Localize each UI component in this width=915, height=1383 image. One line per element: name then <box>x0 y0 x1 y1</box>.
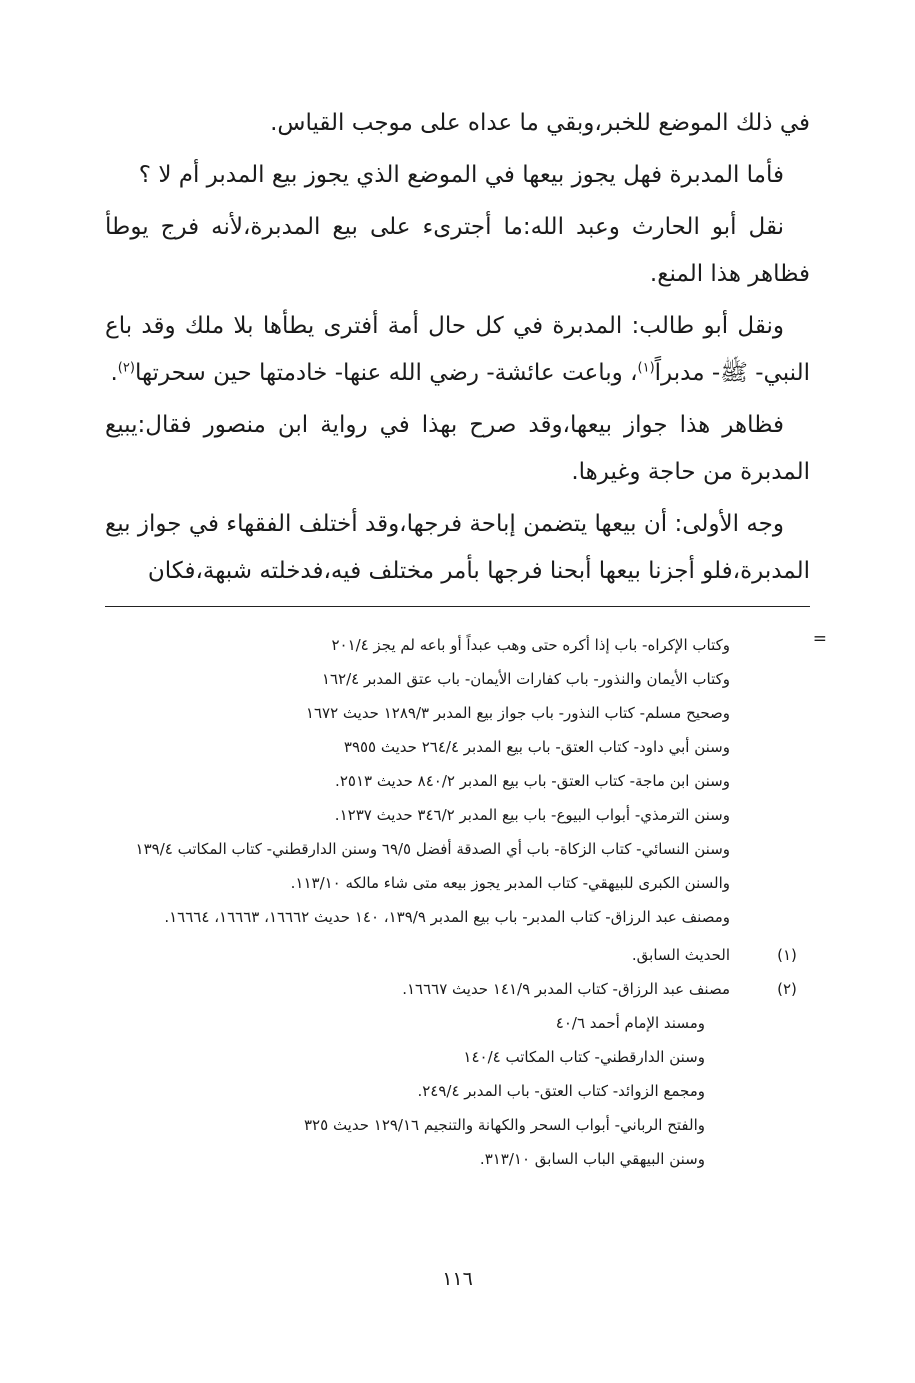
footnote-line: وكتاب الأيمان والنذور- باب كفارات الأيمان- باب عتق المدبر ١٦٢/٤ <box>321 670 730 688</box>
footnotes-block <box>100 628 797 1176</box>
footnote-line: ومجمع الزوائد- كتاب العتق- باب المدبر ٢٤٩/٤. <box>417 1082 705 1100</box>
paragraph-4 <box>105 303 810 397</box>
footnote-number: (١) <box>777 946 797 964</box>
footnote-2 <box>100 972 797 1176</box>
footnote-line: وسنن أبي داود- كتاب العتق- باب بيع المدبر ٢٦٤/٤ حديث ٣٩٥٥ <box>343 738 730 756</box>
paragraph-4-part-b: ، وباعت عائشة- رضي الله عنها- خادمتها حين سحرتها <box>134 360 638 386</box>
footnote-continuation <box>100 628 765 934</box>
footnote-line: وصحيح مسلم- كتاب النذور- باب جواز بيع المدبر ١٢٨٩/٣ حديث ١٦٧٢ <box>305 704 730 722</box>
footnote-separator <box>105 606 810 607</box>
footnote-line: وسنن الدارقطني- كتاب المكاتب ١٤٠/٤ <box>463 1048 705 1066</box>
footnote-line: مصنف عبد الرزاق- كتاب المدبر ١٤١/٩ حديث ١٦٦٦٧. <box>402 980 730 998</box>
footnote-continuation-mark: = <box>812 629 827 649</box>
footnote-line: ومسند الإمام أحمد ٤٠/٦ <box>555 1014 705 1032</box>
paragraph-4-part-c: . <box>110 360 118 386</box>
page-number: ١١٦ <box>442 1268 473 1290</box>
footnote-line: وسنن الترمذي- أبواب البيوع- باب بيع المدبر ٣٤٦/٢ حديث ١٢٣٧. <box>334 806 730 824</box>
footnote-line: وسنن البيهقي الباب السابق ٣١٣/١٠. <box>479 1150 705 1168</box>
footnote-line: وكتاب الإكراه- باب إذا أكره حتى وهب عبداً أو باعه لم يجز ٢٠١/٤ <box>331 636 730 654</box>
footnote-1 <box>100 938 797 972</box>
footnote-number: (٢) <box>777 980 797 998</box>
paragraph-2: فأما المدبرة فهل يجوز بيعها في الموضع الذي يجوز بيع المدبر أم لا ؟ <box>138 162 784 188</box>
footnote-notes <box>100 938 797 1176</box>
main-text-block <box>105 100 810 600</box>
footnote-line: والفتح الرباني- أبواب السحر والكهانة والتنجيم ١٢٩/١٦ حديث ٣٢٥ <box>304 1116 705 1134</box>
footnote-ref-2: (٢) <box>117 360 135 376</box>
paragraph-3: نقل أبو الحارث وعبد الله:ما أجترىء على بيع المدبرة،لأنه فرج يوطأ فظاهر هذا المنع. <box>105 214 810 287</box>
footnote-line: الحديث السابق. <box>631 946 730 964</box>
paragraph-1: في ذلك الموضع للخبر،وبقي ما عداه على موجب القياس. <box>270 110 810 136</box>
footnote-line: ومصنف عبد الرزاق- كتاب المدبر- باب بيع المدبر ١٣٩/٩، ١٤٠ حديث ١٦٦٦٢، ١٦٦٦٣، ١٦٦٦٤. <box>164 908 730 926</box>
footnote-line: وسنن النسائي- كتاب الزكاة- باب أي الصدقة أفضل ٦٩/٥ وسنن الدارقطني- كتاب المكاتب ١٣٩/٤ <box>135 840 730 858</box>
paragraph-5: فظاهر هذا جواز بيعها،وقد صرح بهذا في رواية ابن منصور فقال:يبيع المدبرة من حاجة وغيرها. <box>105 412 810 485</box>
footnote-line: وسنن ابن ماجة- كتاب العتق- باب بيع المدبر ٨٤٠/٢ حديث ٢٥١٣. <box>335 772 730 790</box>
footnote-line: والسنن الكبرى للبيهقي- كتاب المدبر يجوز بيعه متى شاء مالكه ١١٣/١٠. <box>290 874 730 892</box>
paragraph-4-part-a: ونقل أبو طالب: المدبرة في كل حال أمة أفترى يطأها بلا ملك وقد باع النبي- ﷺ- مدبراً <box>105 313 810 386</box>
footnote-ref-1: (١) <box>637 360 655 376</box>
paragraph-6: وجه الأولى: أن بيعها يتضمن إباحة فرجها،وقد أختلف الفقهاء في جواز بيع المدبرة،فلو أجزنا بيعها أبحنا فرجها بأمر مختلف فيه،فدخلته شبهة،فكان <box>105 511 810 584</box>
